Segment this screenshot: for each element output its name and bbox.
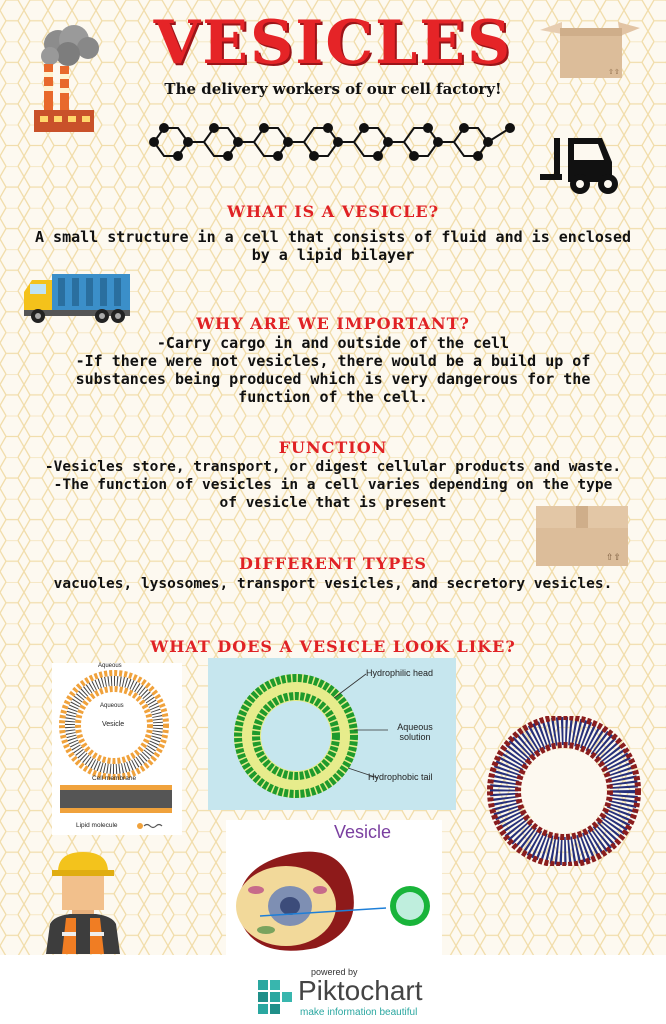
- liposome-diagram: [484, 716, 644, 866]
- why-line-1: -Carry cargo in and outside of the cell: [156, 334, 510, 352]
- page-subtitle: The delivery workers of our cell factory!: [164, 80, 502, 98]
- forklift-icon: [540, 134, 630, 196]
- piktochart-tagline: make information beautiful: [300, 1007, 418, 1018]
- svg-text:⇧⇧: ⇧⇧: [608, 68, 620, 76]
- vesicle-diagram-title: Vesicle: [334, 822, 392, 842]
- aqueous-solution-label: Aqueous solution: [397, 722, 433, 742]
- look-heading: WHAT DOES A VESICLE LOOK LIKE?: [150, 637, 516, 656]
- function-line-2: -The function of vesicles in a cell varies depending on the type: [53, 477, 613, 493]
- what-heading: WHAT IS A VESICLE?: [227, 202, 439, 221]
- why-line-3: substances being produced which is very dangerous for the: [75, 370, 591, 388]
- why-heading: WHY ARE WE IMPORTANT?: [196, 314, 470, 333]
- hydrophobic-tail-label: Hydrophobic tail: [368, 772, 433, 782]
- aqueous-top-label: Aqueous: [98, 663, 122, 669]
- lipid-molecule-label: Lipid molecule: [76, 822, 118, 829]
- what-line-1: A small structure in a cell that consists of fluid and is enclosed: [34, 228, 632, 246]
- why-text: [6, 334, 660, 406]
- types-heading: DIFFERENT TYPES: [239, 554, 427, 573]
- piktochart-logo-icon: [258, 980, 294, 1016]
- vesicle-membrane-diagram: [52, 663, 182, 835]
- aqueous-inner-label: Aqueous: [100, 703, 124, 709]
- worker-icon: [40, 846, 126, 954]
- cell-membrane-label: Cell membrane: [92, 775, 137, 782]
- page-title: VESICLES: [153, 8, 513, 78]
- svg-text:⇧⇧: ⇧⇧: [606, 553, 622, 563]
- piktochart-brand[interactable]: Piktochart: [298, 975, 423, 1006]
- molecule-chain-icon: [148, 118, 518, 166]
- cell-figure: [226, 820, 442, 955]
- cell-vesicle-diagram: [226, 820, 442, 955]
- types-text: [6, 575, 660, 593]
- why-line-4: function of the cell.: [238, 388, 428, 406]
- vesicle-ring-figure: [52, 663, 182, 835]
- why-line-2: -If there were not vesicles, there would be a build up of: [75, 352, 591, 370]
- powered-by-label: powered by: [311, 967, 358, 977]
- what-line-2: by a lipid bilayer: [251, 246, 415, 264]
- types-line-1: vacuoles, lysosomes, transport vesicles, and secretory vesicles.: [53, 576, 613, 592]
- bilayer-cross-section-diagram: [208, 658, 456, 810]
- vesicle-center-label: Vesicle: [102, 721, 125, 728]
- function-heading: FUNCTION: [278, 438, 388, 457]
- function-line-1: -Vesicles store, transport, or digest cellular products and waste.: [44, 459, 622, 475]
- hydrophilic-head-label: Hydrophilic head: [366, 668, 434, 678]
- function-line-3: of vesicle that is present: [219, 495, 447, 511]
- what-text: [6, 228, 660, 264]
- footer: [0, 955, 666, 1024]
